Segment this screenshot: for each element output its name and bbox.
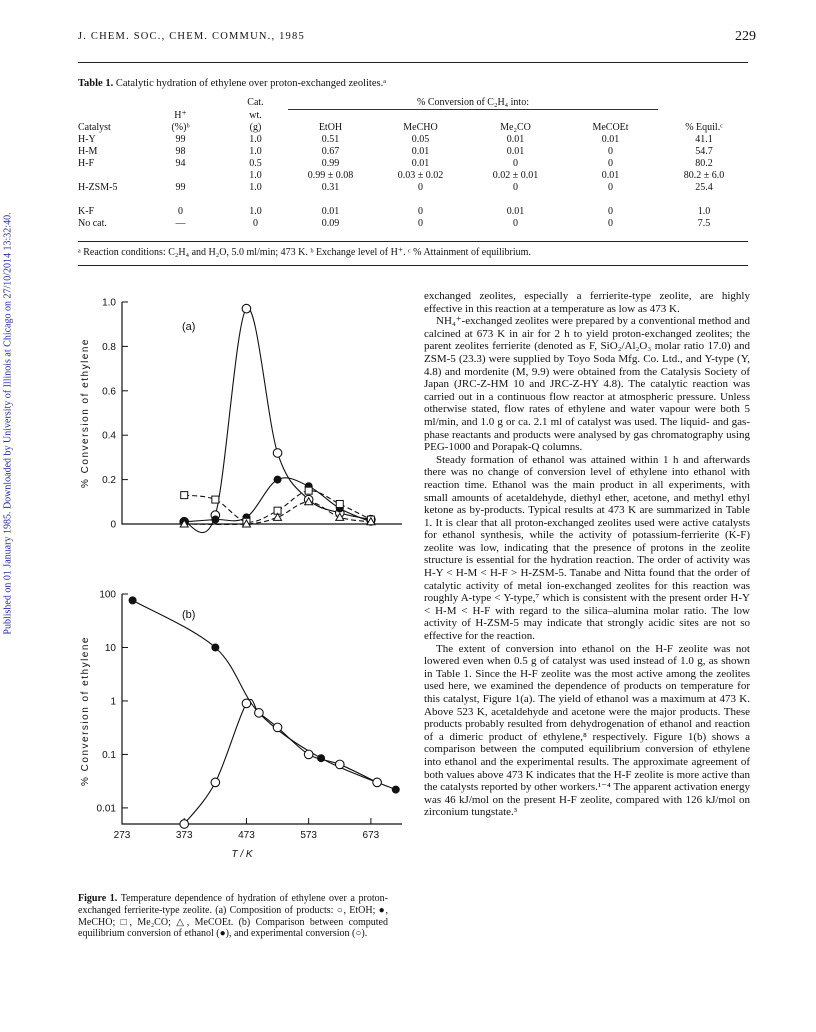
table-cell: 0	[608, 218, 613, 229]
table-cell	[78, 170, 138, 182]
y-tick-label: 0.1	[102, 749, 116, 761]
catalyst-table	[78, 97, 750, 230]
y-tick-label: 1	[110, 696, 116, 708]
table-cell: Me₂CO	[500, 122, 531, 133]
table-cell: 80.2	[695, 158, 713, 169]
running-header: J. CHEM. SOC., CHEM. COMMUN., 1985	[78, 31, 305, 42]
x-tick-label: 373	[175, 830, 193, 841]
table-cell: 1.0	[249, 206, 262, 217]
table-cell: 25.4	[695, 182, 713, 193]
table-header-row	[78, 122, 750, 134]
body-paragraph: NH₄⁺-exchanged zeolites were prepared by a conventional method and calcined at 673 K in air for 2 h to yield proton-exchanged zeolites; the parent zeolites ferrierite (denoted as F, SiO₂/Al₂O₃ molar ratio 17.0) and ZSM-5 (23.3) were supplied by Toyo Soda Mfg. Co. Ltd., and Y-type (Y, 4.8) and mordenite (M, 9.9) were obtained from the Catalysis Society of Japan (JRC-Z-HM 10 and JRC-Z-HY 4.8). The catalytic reaction was carried out in a continuous flow reactor at atmospheric pressure. Unless otherwise stated, flow rates of ethylene and water vapour were both 5 ml/min, and 1.0 g or ca. 2.1 ml of catalyst was used. The liquid- and gas-phase reactants and products were analysed by gas chromatography using PEG-1000 and Porapak-Q columns.	[424, 315, 750, 454]
table-cell: 0.01	[601, 134, 620, 145]
table-cell: 1.0	[249, 134, 262, 145]
table-cell: K-F	[78, 206, 95, 217]
data-point-open-circle	[255, 709, 264, 718]
y-tick-label: 0.6	[102, 386, 116, 398]
data-point-open-circle	[335, 760, 344, 769]
table-cell	[138, 97, 223, 110]
axis-frame	[122, 594, 402, 824]
provenance-note: Published on 01 January 1985. Downloaded by University of Illinois at Chicago on 27/10/2014 13:32:40.	[2, 212, 14, 635]
data-point-open-circle	[211, 778, 220, 787]
table-cell	[658, 110, 750, 123]
series-line	[133, 600, 396, 789]
table-cell: 0.09	[321, 218, 340, 229]
data-point-open-square	[336, 501, 343, 508]
table-cell	[468, 110, 563, 123]
series-line	[184, 699, 377, 824]
table-cell: —	[175, 218, 186, 229]
table-cell: H-M	[78, 146, 98, 157]
table-cell	[468, 194, 563, 206]
table-cell: 0.02 ± 0.01	[492, 170, 539, 181]
table-cell: 98	[175, 146, 186, 157]
table-cell	[288, 194, 373, 206]
data-point-open-square	[212, 496, 219, 503]
table-cell	[373, 194, 468, 206]
data-point-filled-circle	[274, 476, 282, 484]
table-cell: 0	[253, 218, 258, 229]
table-cell: 0	[418, 206, 423, 217]
table-caption-text: Catalytic hydration of ethylene over proton-exchanged zeolites.ᵃ	[113, 78, 387, 89]
x-tick-label: 273	[113, 830, 131, 841]
table-cell	[658, 97, 750, 110]
table-cell: 1.0	[249, 170, 262, 181]
table-cell: 1.0	[249, 146, 262, 157]
y-tick-label: 0	[110, 519, 116, 531]
table-cell: 94	[175, 158, 186, 169]
axis-frame	[122, 302, 402, 524]
figure-caption-label: Figure 1.	[78, 893, 118, 904]
table-cell: No cat.	[78, 218, 107, 229]
table-header-row	[78, 110, 750, 123]
body-paragraph: The extent of conversion into ethanol on the H-F zeolite was not lowered even when 0.5 g of catalyst was used instead of 1.0 g, as shown in Table 1. Since the H-F zeolite was the most active among the zeolites used here, we examined the dependence of products on temperature for this catalyst, Figure 1(a). The yield of ethanol was a maximum at 473 K. Above 523 K, acetaldehyde and acetone were the major products. These products probably resulted from dehydrogenation of ethanol and reaction of a dimeric product of ethylene,⁸ respectively. Figure 1(b) shows a comparison between the computed equilibrium conversion of ethylene into ethanol and the experimental results. The approximate agreement of both values above 473 K indicates that the H-F zeolite is more active than the catalysts reported by other workers.¹⁻⁴ The apparent activation energy was 46 kJ/mol on the present H-F zeolite, compared with 126 kJ/mol on zirconium tungstate.³	[424, 642, 750, 819]
table-cell: Cat.	[247, 97, 264, 109]
table-cell: % Equil.ᶜ	[685, 122, 723, 133]
table-row	[78, 218, 750, 230]
x-tick-label: 673	[362, 830, 380, 841]
data-point-open-square	[181, 492, 188, 499]
table-cell: 0	[513, 182, 518, 193]
table-cell	[223, 194, 288, 206]
data-point-filled-circle	[211, 643, 219, 651]
table-row	[78, 134, 750, 146]
table-row	[78, 146, 750, 158]
table-cell	[78, 97, 138, 110]
table-row	[78, 194, 750, 206]
table-cell	[78, 110, 138, 123]
table-cell: 0.01	[411, 158, 430, 169]
table-cell: 99	[175, 134, 186, 145]
panel-label: (a)	[182, 321, 196, 333]
table-cell: 41.1	[695, 134, 713, 145]
x-axis-label: T / K	[231, 849, 253, 860]
table-cell	[563, 194, 658, 206]
x-tick-label: 573	[300, 830, 318, 841]
page-number: 229	[735, 29, 756, 44]
table-cell: 0.31	[321, 182, 340, 193]
table-cell: 0	[608, 182, 613, 193]
table-cell: 99	[175, 182, 186, 193]
table-cell: 0	[513, 158, 518, 169]
table-row	[78, 182, 750, 194]
table-cell: H⁺	[174, 109, 187, 121]
table-footnote: ᵃ Reaction conditions: C₂H₄ and H₂O, 5.0 ml/min; 473 K. ᵇ Exchange level of H⁺. ᶜ % Attainment of equilibrium.	[78, 247, 531, 258]
x-tick-label: 473	[238, 830, 255, 841]
table-row	[78, 206, 750, 218]
table-cell: 0.05	[411, 134, 430, 145]
table-cell: 1.0	[697, 206, 711, 217]
figure-caption	[78, 893, 388, 940]
chart-panel-b	[80, 590, 402, 861]
table-cell	[658, 194, 750, 206]
table-cell: 0.99	[321, 158, 340, 169]
table-cell: 0.03 ± 0.02	[397, 170, 444, 181]
table-cell: 0.5	[249, 158, 262, 169]
table-row	[78, 158, 750, 170]
table-cell: Catalyst	[78, 122, 111, 133]
table-cell: MeCHO	[403, 122, 438, 133]
body-text	[424, 290, 750, 819]
data-point-open-circle	[242, 699, 251, 708]
data-point-open-circle	[242, 304, 251, 313]
table-cell: wt.	[249, 109, 262, 121]
table-cell: H-F	[78, 158, 95, 169]
table-cell: 0	[418, 218, 423, 229]
table-cell	[138, 194, 223, 206]
y-axis-label: % Conversion of ethylene	[80, 636, 91, 786]
body-paragraph: exchanged zeolites, especially a ferrierite-type zeolite, are highly effective in this reaction at a temperature as low as 473 K.	[424, 290, 750, 315]
table-cell: 1.0	[249, 182, 262, 193]
body-paragraph: Steady formation of ethanol was attained within 1 h and afterwards there was no change of conversion level of ethylene into ethanol with reaction time. Ethanol was the main product in all experiments, with small amounts of acetaldehyde, diethyl ether, acetone, and methyl ethyl ketone as by-products. Typical results at 473 K are summarized in Table 1. It is clear that all proton-exchanged zeolites used were active catalysts for ethanol synthesis, while the activity of potassium-ferrierite (K-F) zeolite was low, indicating that the presence of protons in the zeolite structure is essential for the hydration reaction. The order of activity was H-Y < H-M < H-F > H-ZSM-5. Tanabe and Nitta found that the order of catalytic activity of metal ion-exchanged zeolites for this reaction was roughly A-type < Y-type,⁷ which is consistent with the present order H-Y < H-M < H-F with regard to the silica–alumina molar ratio. The low activity of H-ZSM-5 may indicate that strongly acidic sites are not so effective for the reaction.	[424, 453, 750, 643]
chart-panel-a	[80, 298, 402, 533]
table-cell: 0.01	[506, 206, 525, 217]
data-point-open-circle	[373, 778, 382, 787]
y-tick-label: 0.8	[102, 341, 116, 353]
table-cell: 54.7	[695, 146, 713, 157]
figure-1	[72, 292, 412, 882]
table-caption-label: Table 1.	[78, 78, 114, 89]
table-cell: 0.99 ± 0.08	[307, 170, 354, 181]
table-cell: 0	[608, 206, 613, 217]
table-cell: EtOH	[318, 122, 343, 133]
table-cell: (g)	[249, 122, 262, 133]
y-tick-label: 0.2	[102, 475, 116, 487]
table-cell: 0.01	[321, 206, 340, 217]
y-tick-label: 100	[99, 589, 116, 601]
table-cell: 0.01	[506, 134, 525, 145]
y-axis-label: % Conversion of ethylene	[80, 338, 91, 488]
table-cell: % Conversion of C₂H₄ into:	[288, 97, 658, 110]
data-point-open-square	[305, 487, 312, 494]
header-rule	[78, 62, 748, 63]
table-cell: H-Y	[78, 134, 96, 145]
table-cell	[138, 170, 223, 182]
figure-caption-text: Temperature dependence of hydration of ethylene over a proton-exchanged ferrierite-type zeolite. (a) Composition of products: ○, EtOH; ●, MeCHO; □, Me₂CO; △, MeCOEt. (b) Comparison between computed equilibrium conversion of ethanol (●), and experimental conversion (○).	[78, 893, 388, 940]
table-header-row	[78, 97, 750, 110]
data-point-filled-circle	[211, 516, 219, 524]
y-tick-label: 1.0	[102, 297, 116, 309]
y-tick-label: 10	[104, 642, 116, 654]
table-caption	[78, 78, 386, 89]
table-cell: 80.2 ± 6.0	[683, 170, 725, 181]
table-cell: 0.01	[506, 146, 525, 157]
data-point-open-circle	[180, 820, 189, 829]
y-tick-label: 0.4	[102, 430, 116, 442]
table-cell: 7.5	[697, 218, 711, 229]
table-cell	[373, 110, 468, 123]
table-bottom-rule	[78, 241, 748, 242]
table-cell	[288, 110, 373, 123]
table-cell	[78, 194, 138, 206]
table-cell: 0	[418, 182, 423, 193]
panel-label: (b)	[182, 609, 196, 621]
table-cell: 0	[178, 206, 183, 217]
data-point-filled-circle	[129, 596, 137, 604]
table-cell: 0.67	[321, 146, 340, 157]
table-cell: 0.01	[601, 170, 620, 181]
section-rule	[78, 265, 748, 266]
table-cell: 0	[513, 218, 518, 229]
table-cell: MeCOEt	[592, 122, 629, 133]
table-cell: 0	[608, 146, 613, 157]
y-tick-label: 0.01	[96, 803, 116, 815]
data-point-open-circle	[304, 750, 313, 759]
data-point-filled-circle	[392, 786, 400, 794]
table-cell: 0	[608, 158, 613, 169]
table-cell	[563, 110, 658, 123]
table-cell: H-ZSM-5	[78, 182, 118, 193]
table-cell: 0.01	[411, 146, 430, 157]
table-cell: 0.51	[321, 134, 340, 145]
table-cell: (%)ᵇ	[171, 122, 190, 133]
data-point-open-circle	[273, 723, 282, 732]
table-row	[78, 170, 750, 182]
data-point-open-circle	[273, 449, 282, 458]
